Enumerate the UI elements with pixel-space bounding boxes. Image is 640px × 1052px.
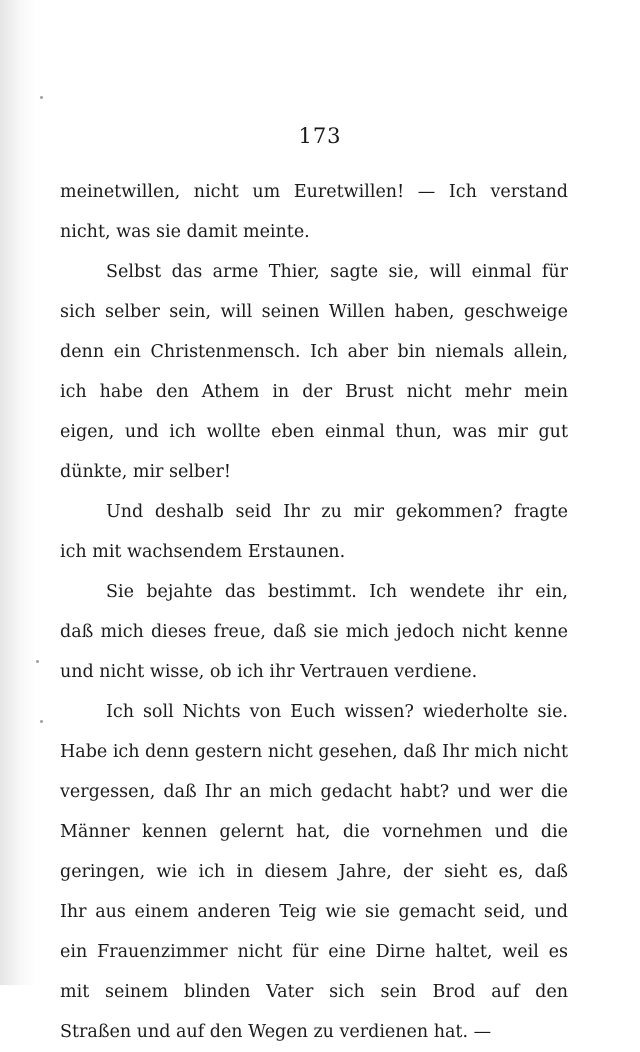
text-line: Habe ich denn gestern nicht gesehen, daß Ihr mich nicht bbox=[60, 742, 568, 762]
text-line: dünkte, mir selber! bbox=[60, 462, 231, 482]
text-line: Ihr aus einem anderen Teig wie sie gemacht seid, und bbox=[60, 902, 568, 922]
text-line: und nicht wisse, ob ich ihr Vertrauen verdiene. bbox=[60, 662, 478, 682]
paper-speck bbox=[40, 96, 43, 99]
text-line: Und deshalb seid Ihr zu mir gekommen? fragte bbox=[106, 502, 568, 522]
text-line: ein Frauenzimmer nicht für eine Dirne haltet, weil es bbox=[60, 942, 568, 962]
text-line: sich selber sein, will seinen Willen haben, geschweige bbox=[60, 302, 568, 322]
text-line: Ich soll Nichts von Euch wissen? wiederholte sie. bbox=[106, 702, 568, 722]
paper-speck bbox=[40, 720, 43, 723]
text-line: meinetwillen, nicht um Euretwillen! — Ich verstand bbox=[60, 182, 568, 202]
text-line: denn ein Christenmensch. Ich aber bin niemals allein, bbox=[60, 342, 568, 362]
text-line: vergessen, daß Ihr an mich gedacht habt? und wer die bbox=[60, 782, 568, 802]
text-line: nicht, was sie damit meinte. bbox=[60, 222, 310, 242]
text-line: Selbst das arme Thier, sagte sie, will einmal für bbox=[106, 262, 568, 282]
text-line: Straßen und auf den Wegen zu verdienen hat. — bbox=[60, 1022, 492, 1042]
text-line: Männer kennen gelernt hat, die vornehmen und die bbox=[60, 822, 568, 842]
text-line: ich habe den Athem in der Brust nicht mehr mein bbox=[60, 382, 568, 402]
text-line: mit seinem blinden Vater sich sein Brod auf den bbox=[60, 982, 568, 1002]
text-line: Sie bejahte das bestimmt. Ich wendete ihr ein, bbox=[106, 582, 568, 602]
text-line: eigen, und ich wollte eben einmal thun, was mir gut bbox=[60, 422, 568, 442]
text-line: ich mit wachsendem Erstaunen. bbox=[60, 542, 346, 562]
paper-speck bbox=[36, 660, 39, 663]
page-number: 173 bbox=[298, 124, 342, 148]
text-line: daß mich dieses freue, daß sie mich jedoch nicht kenne bbox=[60, 622, 568, 642]
text-line: geringen, wie ich in diesem Jahre, der sieht es, daß bbox=[60, 862, 568, 882]
body-text bbox=[60, 172, 568, 1052]
